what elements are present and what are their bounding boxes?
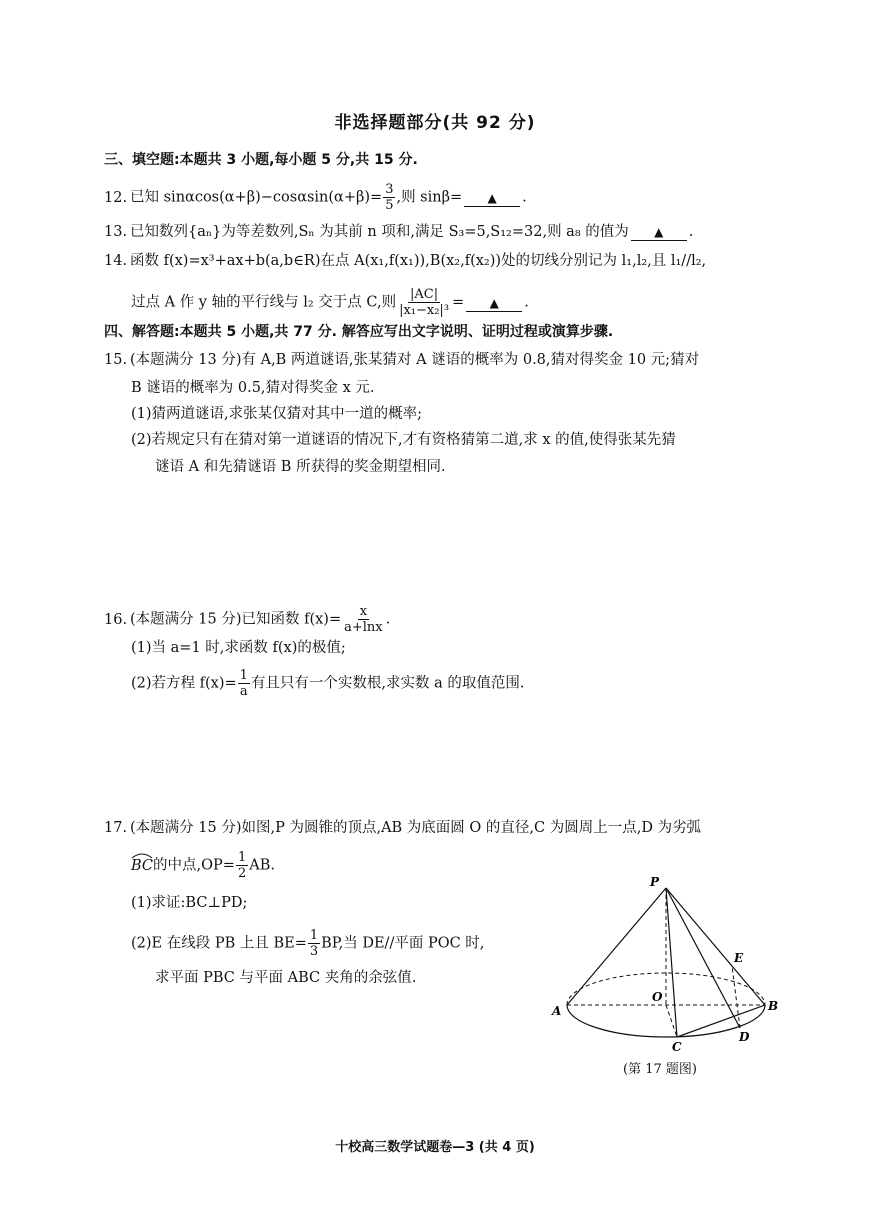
numerator: 1 xyxy=(309,928,319,943)
q17-line2-pre: 的中点,OP= xyxy=(153,857,235,874)
equals: = xyxy=(452,294,465,311)
denominator: a+lnx xyxy=(344,620,383,635)
edge-pb xyxy=(666,888,765,1005)
question-17-part1: (1)求证:BC⊥PD; xyxy=(131,895,248,911)
denominator: 3 xyxy=(309,944,319,959)
label-d: D xyxy=(739,1030,750,1044)
denominator: 2 xyxy=(237,866,247,881)
period: . xyxy=(522,189,527,206)
label-b: B xyxy=(768,999,779,1013)
q17-line2-post: AB. xyxy=(249,857,275,874)
question-17-part2 xyxy=(131,928,484,959)
question-17-line1 xyxy=(104,818,701,838)
denominator: |x₁−x₂|³ xyxy=(399,303,450,318)
question-14-line2 xyxy=(131,287,529,318)
edge-pc xyxy=(666,888,677,1037)
label-e: E xyxy=(734,951,744,965)
q12-text: 已知 sinαcos(α+β)−cosαsin(α+β)= xyxy=(130,189,383,206)
cone-figure xyxy=(540,870,800,1055)
numerator: 1 xyxy=(237,850,247,865)
question-13 xyxy=(104,222,693,242)
arc-icon xyxy=(131,853,153,859)
question-number: 14. xyxy=(104,253,128,269)
q14-text-pre: 过点 A 作 y 轴的平行线与 l₂ 交于点 C,则 xyxy=(131,294,397,311)
figure-caption: (第 17 题图) xyxy=(623,1062,697,1077)
q17-part2-fraction xyxy=(308,928,320,959)
question-15-part2: (2)若规定只有在猜对第一道谜语的情况下,才有资格猜第二道,求 x 的值,使得张某先猜 xyxy=(131,432,676,448)
question-16 xyxy=(104,604,390,635)
question-16-part2 xyxy=(131,668,525,699)
page-footer: 十校高三数学试题卷—3 (共 4 页) xyxy=(335,1140,535,1155)
question-number: 15. xyxy=(104,352,128,368)
question-number: 16. xyxy=(104,611,128,628)
label-p: P xyxy=(650,875,660,889)
question-14-line1 xyxy=(104,251,706,271)
q16-part2-fraction xyxy=(238,668,250,699)
question-15-part2-cont: 谜语 A 和先猜谜语 B 所获得的奖金期望相同. xyxy=(155,459,446,475)
period: . xyxy=(688,224,694,240)
edge-pa xyxy=(567,888,666,1005)
edge-pd xyxy=(666,888,740,1028)
question-12 xyxy=(104,182,527,213)
q14-fraction xyxy=(397,287,451,318)
answer-blank xyxy=(466,295,522,312)
numerator: |AC| xyxy=(410,287,439,302)
base-ellipse-front xyxy=(567,1005,765,1037)
q16-part2-pre: (2)若方程 f(x)= xyxy=(131,675,237,692)
arc-label: BC xyxy=(131,857,154,874)
q14-text: 函数 f(x)=x³+ax+b(a,b∈R)在点 A(x₁,f(x₁)),B(x₂,f(x₂))处的切线分别记为 l₁,l₂,且 l₁//l₂, xyxy=(130,253,707,269)
q16-text: (本题满分 15 分)已知函数 f(x)= xyxy=(130,611,342,628)
q12-fraction xyxy=(383,182,395,213)
period: . xyxy=(385,611,391,628)
segment-de xyxy=(732,966,740,1028)
question-17-line2 xyxy=(131,850,275,881)
question-15-line1 xyxy=(104,350,699,370)
triangle-icon: ▲ xyxy=(487,190,497,205)
numerator: x xyxy=(359,604,368,619)
label-a: A xyxy=(552,1004,562,1018)
label-o: O xyxy=(652,990,663,1004)
label-c: C xyxy=(672,1040,682,1054)
arc-bc xyxy=(131,858,153,874)
denominator: 5 xyxy=(385,198,394,213)
question-17-part2-cont: 求平面 PBC 与平面 ABC 夹角的余弦值. xyxy=(155,970,417,986)
q13-text: 已知数列{aₙ}为等差数列,Sₙ 为其前 n 项和,满足 S₃=5,S₁₂=32,则 a₈ 的值为 xyxy=(130,224,629,240)
question-number: 12. xyxy=(104,189,128,206)
section-solution-header: 四、解答题:本题共 5 小题,共 77 分. 解答应写出文字说明、证明过程或演算步骤. xyxy=(104,324,614,340)
q17-fraction xyxy=(236,850,248,881)
q16-part2-post: 有且只有一个实数根,求实数 a 的取值范围. xyxy=(250,675,525,692)
question-15-line2: B 谜语的概率为 0.5,猜对得奖金 x 元. xyxy=(131,380,375,396)
question-16-part1: (1)当 a=1 时,求函数 f(x)的极值; xyxy=(131,640,346,656)
question-number: 17. xyxy=(104,820,128,836)
q17-part2-pre: (2)E 在线段 PB 上且 BE= xyxy=(131,935,307,952)
page-title: 非选择题部分(共 92 分) xyxy=(334,113,536,133)
q15-text: (本题满分 13 分)有 A,B 两道谜语,张某猜对 A 谜语的概率为 0.8,猜对得奖金 10 元;猜对 xyxy=(130,352,700,368)
question-15-part1: (1)猜两道谜语,求张某仅猜对其中一道的概率; xyxy=(131,406,423,422)
q17-text: (本题满分 15 分)如图,P 为圆锥的顶点,AB 为底面圆 O 的直径,C 为圆周上一点,D 为劣弧 xyxy=(130,820,702,836)
numerator: 1 xyxy=(239,668,248,683)
question-number: 13. xyxy=(104,224,128,240)
q16-fraction xyxy=(342,604,385,635)
answer-blank xyxy=(631,224,687,241)
triangle-icon: ▲ xyxy=(489,295,499,310)
q17-part2-post: BP,当 DE//平面 POC 时, xyxy=(321,935,485,952)
section-fill-in-header: 三、填空题:本题共 3 小题,每小题 5 分,共 15 分. xyxy=(104,152,418,168)
numerator: 3 xyxy=(385,182,394,197)
denominator: a xyxy=(239,684,248,699)
period: . xyxy=(524,294,529,311)
answer-blank xyxy=(464,190,520,207)
q12-text-post: ,则 sinβ= xyxy=(396,189,463,206)
triangle-icon: ▲ xyxy=(654,225,664,239)
